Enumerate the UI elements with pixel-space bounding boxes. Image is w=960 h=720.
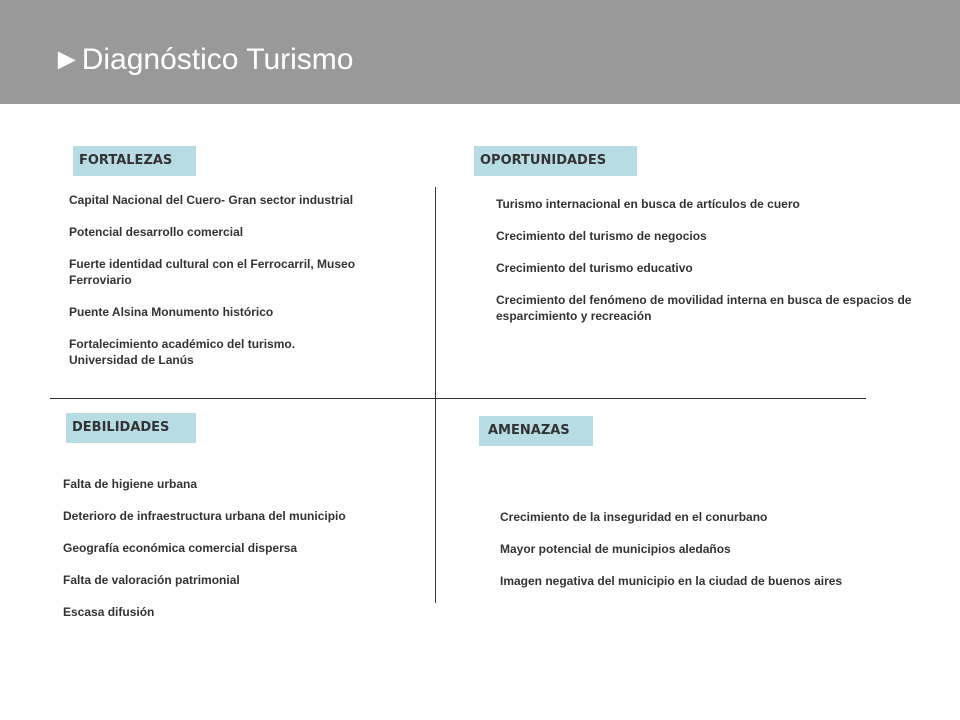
- fortalezas-label: FORTALEZAS: [73, 146, 196, 176]
- list-item: Falta de valoración patrimonial: [63, 573, 240, 587]
- horizontal-divider: [50, 398, 866, 399]
- amenazas-list: [500, 509, 920, 589]
- oportunidades-label: OPORTUNIDADES: [474, 146, 637, 176]
- list-item: Turismo internacional en busca de artículos de cuero: [496, 197, 800, 211]
- list-item: Fuerte identidad cultural con el Ferrocarril, Museo Ferroviario: [69, 257, 356, 287]
- list-item: Puente Alsina Monumento histórico: [69, 305, 274, 319]
- amenazas-label: AMENAZAS: [479, 416, 593, 446]
- list-item: Crecimiento del turismo educativo: [496, 261, 693, 275]
- list-item: Mayor potencial de municipios aledaños: [500, 542, 731, 556]
- list-item: Capital Nacional del Cuero- Gran sector industrial: [69, 193, 354, 207]
- list-item: Escasa difusión: [63, 605, 155, 619]
- slide-title: ►Diagnóstico Turismo: [52, 43, 354, 76]
- debilidades-list: [63, 476, 423, 620]
- list-item: Deterioro de infraestructura urbana del municipio: [63, 509, 346, 523]
- list-item: Crecimiento de la inseguridad en el conurbano: [500, 510, 768, 524]
- list-item: Falta de higiene urbana: [63, 477, 198, 491]
- list-item: Crecimiento del fenómeno de movilidad interna en busca de espacios de esparcimiento y recreación: [496, 293, 912, 323]
- fortalezas-list: [69, 192, 359, 368]
- list-item: Fortalecimiento académico del turismo. Universidad de Lanús: [69, 337, 296, 367]
- list-item: Crecimiento del turismo de negocios: [496, 229, 707, 243]
- debilidades-label: DEBILIDADES: [66, 413, 196, 443]
- vertical-divider: [435, 187, 436, 603]
- title-bar: [0, 0, 960, 104]
- list-item: Geografía económica comercial dispersa: [63, 541, 298, 555]
- list-item: Imagen negativa del municipio en la ciudad de buenos aires: [500, 574, 843, 588]
- oportunidades-list: [496, 196, 946, 324]
- list-item: Potencial desarrollo comercial: [69, 225, 244, 239]
